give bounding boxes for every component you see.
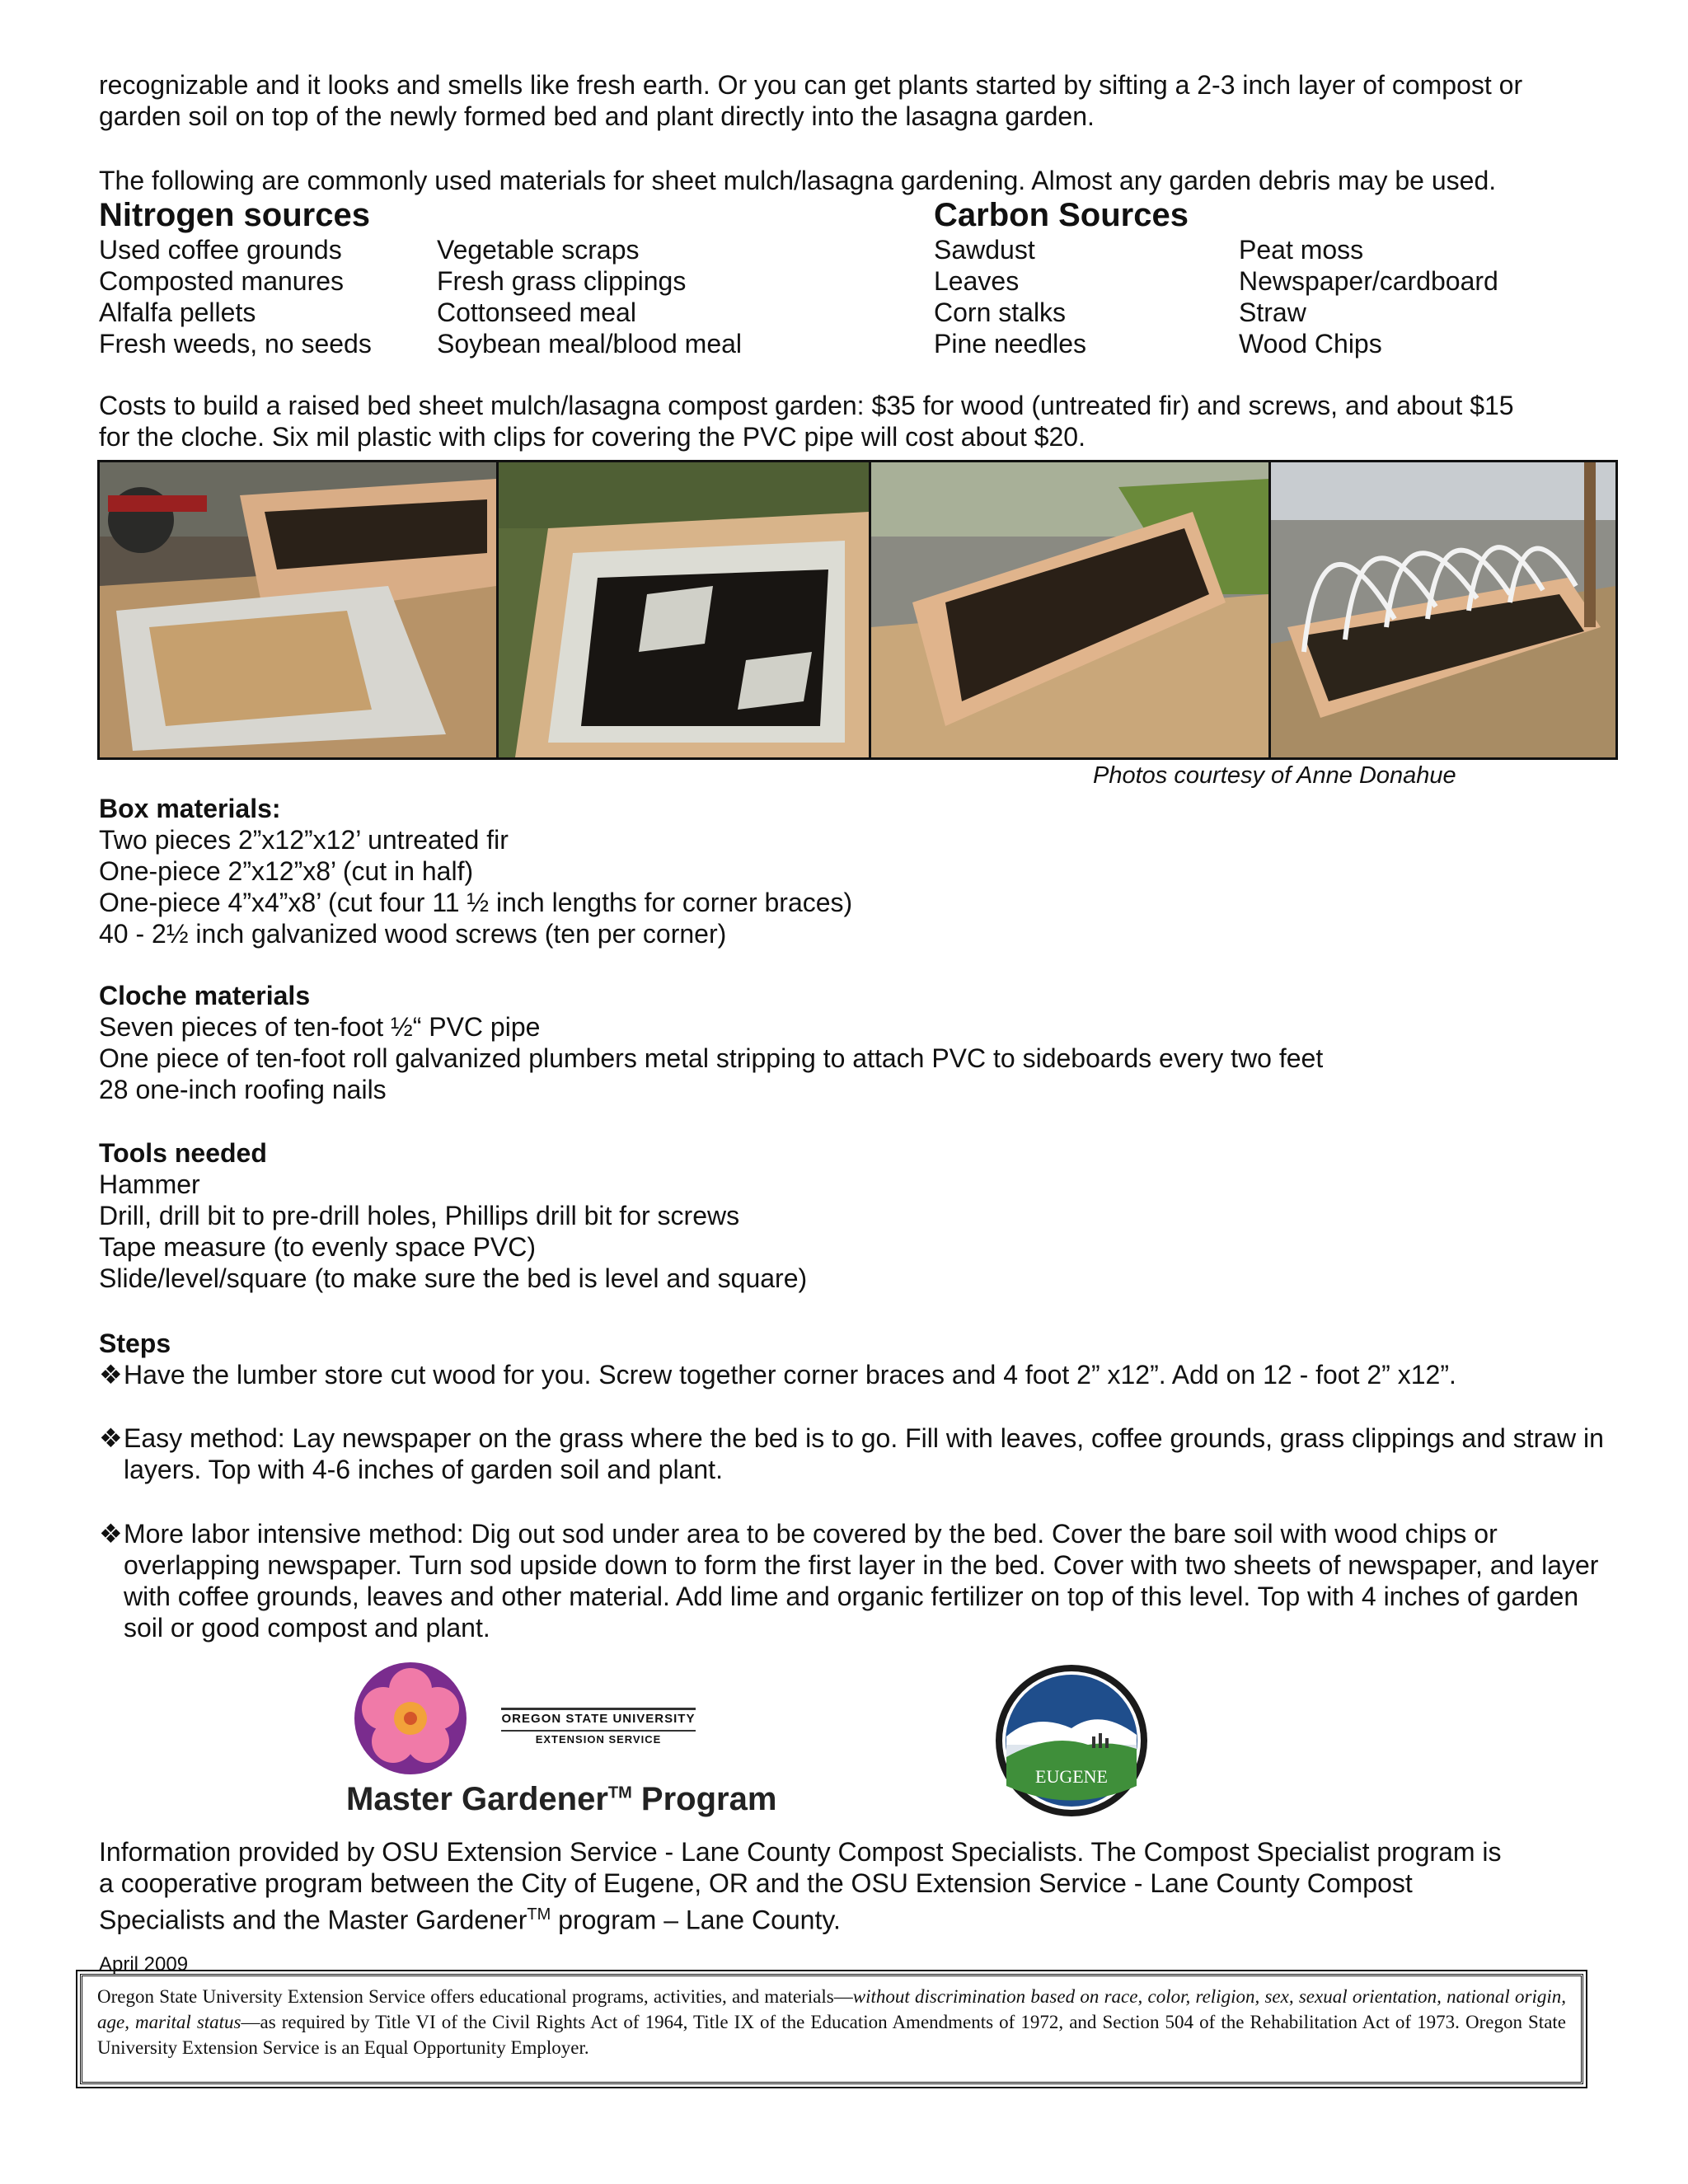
osu-divider [501,1708,696,1710]
cloche-material-item: Seven pieces of ten-foot ½“ PVC pipe [99,1012,541,1042]
cloche-material-item: One piece of ten-foot roll galvanized plumbers metal stripping to attach PVC to sideboards every two feet [99,1043,1324,1073]
master-gardener-logo [346,1661,824,1825]
nitrogen-item: Alfalfa pellets [99,298,256,327]
osu-extension: EXTENSION SERVICE [535,1733,662,1746]
step-text: Easy method: Lay newspaper on the grass where the bed is to go. Fill with leaves, coffee grounds, grass clippings and straw in layers. Top with 4-6 inches of garden soil and plant. [124,1423,1604,1484]
costs-line-1: Costs to build a raised bed sheet mulch/lasagna compost garden: $35 for wood (untreated fir) and screws, and about $15 [99,391,1514,420]
eugene-seal-icon [993,1662,1150,1819]
nondiscrimination-statement [97,1984,1566,2060]
info-text: program – Lane County. [551,1905,841,1935]
photo-caption: Photos courtesy of Anne Donahue [1093,762,1456,789]
carbon-item: Newspaper/cardboard [1239,266,1498,296]
nitrogen-item: Composted manures [99,266,345,296]
photo-filled-bed [871,462,1271,757]
bullet-diamond-icon: ❖ [99,1519,123,1549]
nitrogen-item: Fresh weeds, no seeds [99,329,372,359]
info-line-3 [99,1899,841,1936]
carbon-item: Sawdust [934,235,1035,265]
tm-mark: TM [607,1783,632,1802]
bullet-diamond-icon: ❖ [99,1360,123,1390]
nitrogen-item: Vegetable scraps [437,235,640,265]
publication-date: April 2009 [99,1953,189,1975]
carbon-item: Straw [1239,298,1306,327]
master-gardener-text: Master Gardener [346,1781,608,1817]
bullet-diamond-icon: ❖ [99,1423,123,1453]
box-material-item: One-piece 2”x12”x8’ (cut in half) [99,856,474,886]
photo-cloche-hoops [1271,462,1615,757]
osu-divider [501,1730,696,1732]
tool-item: Hammer [99,1169,200,1199]
statement-text: —as required by Title VI of the Civil Rights Act of 1964, Title IX of the Education Amendments of 1972, and Section 504 of the Rehabilitation Act of 1973. Oregon State University Extension Service is an Equal Opportunity Employer. [97,2012,1566,2058]
statement-text: Oregon State University Extension Service offers educational programs, activities, and materials— [97,1986,853,2007]
nitrogen-item: Cottonseed meal [437,298,636,327]
nitrogen-item: Fresh grass clippings [437,266,687,296]
tm-mark: TM [527,1905,551,1924]
intro-line-2: garden soil on top of the newly formed bed and plant directly into the lasagna garden. [99,101,1095,131]
photo-newspaper-wood-chips [100,462,499,757]
photo-compost-layer [499,462,871,757]
intro-line-1: recognizable and it looks and smells like fresh earth. Or you can get plants started by sifting a 2-3 inch layer of compost or [99,70,1523,100]
step-item [99,1422,1607,1485]
box-material-item: One-piece 4”x4”x8’ (cut four 11 ½ inch lengths for corner braces) [99,888,853,917]
box-materials-heading: Box materials: [99,794,281,823]
nitrogen-heading: Nitrogen sources [99,197,370,233]
carbon-item: Peat moss [1239,235,1364,265]
costs-line-2: for the cloche. Six mil plastic with clips for covering the PVC pipe will cost about $20. [99,422,1085,452]
program-text: Program [631,1781,777,1817]
tool-item: Tape measure (to evenly space PVC) [99,1232,537,1262]
tools-heading: Tools needed [99,1138,267,1168]
photo-strip [97,460,1618,760]
box-material-item: 40 - 2½ inch galvanized wood screws (ten per corner) [99,919,727,949]
info-text: Specialists and the Master Gardener [99,1905,528,1935]
master-gardener-title [346,1781,776,1818]
steps-heading: Steps [99,1329,171,1358]
carbon-item: Wood Chips [1239,329,1382,359]
carbon-item: Corn stalks [934,298,1067,327]
carbon-item: Leaves [934,266,1020,296]
tool-item: Drill, drill bit to pre-drill holes, Phillips drill bit for screws [99,1201,740,1230]
nitrogen-item: Used coffee grounds [99,235,342,265]
step-text: Have the lumber store cut wood for you. Screw together corner braces and 4 foot 2” x12”. Add on 12 - foot 2” x12”. [124,1360,1456,1390]
carbon-heading: Carbon Sources [934,197,1189,233]
step-item [99,1359,1607,1390]
eugene-seal-logo [993,1662,1158,1819]
statement-italic: without discrimination based on race, color, religion, sex, sexual orientation, national origin, age, marital status [97,1986,1566,2032]
cloche-materials-heading: Cloche materials [99,981,311,1010]
cloche-material-item: 28 one-inch roofing nails [99,1075,387,1104]
osu-name: OREGON STATE UNIVERSITY [501,1712,696,1726]
eugene-seal-text: EUGENE [1035,1766,1108,1787]
step-text: More labor intensive method: Dig out sod under area to be covered by the bed. Cover the bare soil with wood chips or overlapping newspaper. Turn sod upside down to form the first layer in the bed. Cover with two sheets of newspaper, and layer with coffee grounds, leaves and other material. Add lime and organic fertilizer on top of this level. Top with 4 inches of garden soil or good compost and plant. [124,1519,1599,1643]
carbon-item: Pine needles [934,329,1087,359]
flower-icon [353,1661,468,1776]
nitrogen-item: Soybean meal/blood meal [437,329,743,359]
box-material-item: Two pieces 2”x12”x12’ untreated fir [99,825,509,855]
step-item [99,1518,1607,1643]
tool-item: Slide/level/square (to make sure the bed is level and square) [99,1263,808,1293]
info-line-1: Information provided by OSU Extension Service - Lane County Compost Specialists. The Compost Specialist program is [99,1837,1502,1867]
materials-intro: The following are commonly used materials for sheet mulch/lasagna gardening. Almost any garden debris may be used. [99,166,1497,195]
info-line-2: a cooperative program between the City of Eugene, OR and the OSU Extension Service - Lane County Compost [99,1868,1413,1898]
